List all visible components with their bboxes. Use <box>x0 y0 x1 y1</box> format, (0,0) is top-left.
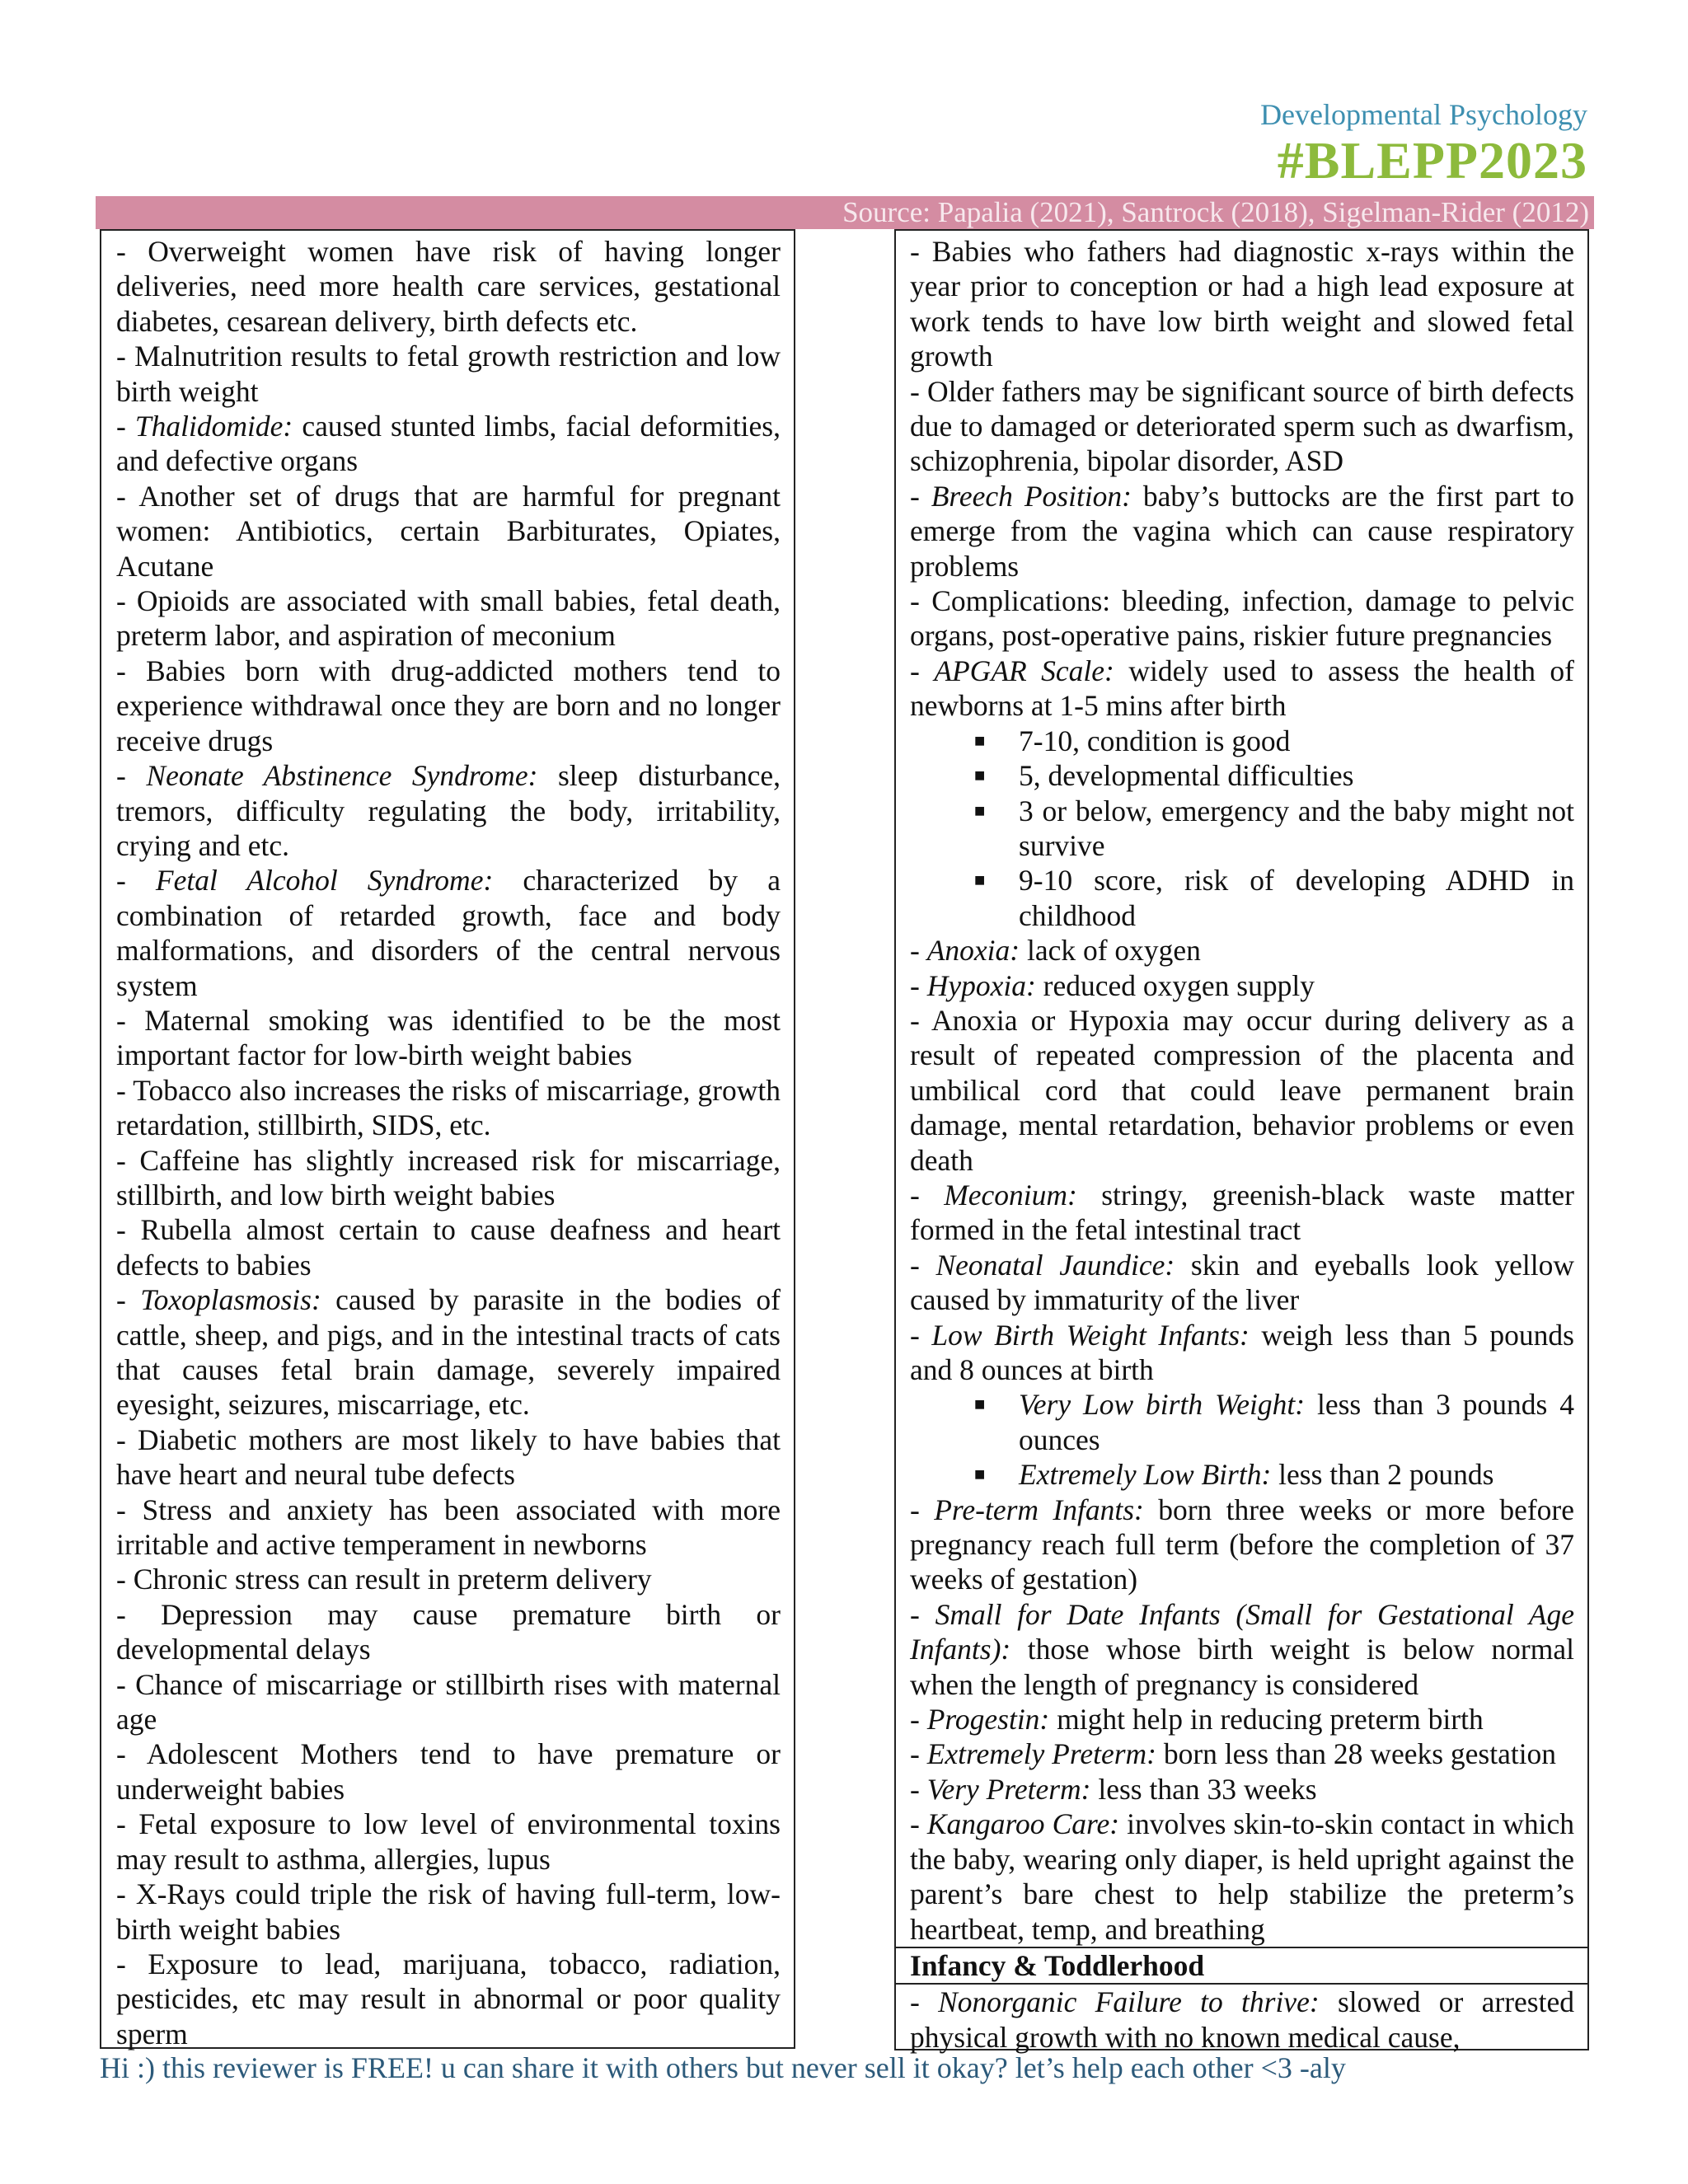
note-text: 7-10, condition is good <box>1019 724 1291 757</box>
term-label: Very Preterm: <box>926 1772 1091 1806</box>
note-paragraph <box>116 583 781 654</box>
bullet-item <box>974 863 1574 933</box>
note-text: - Depression may cause premature birth or developmental delays <box>116 1597 781 1666</box>
source-bar: Source: Papalia (2021), Santrock (2018), Sigelman-Rider (2012) <box>96 196 1594 229</box>
bullet-text <box>1019 1387 1574 1457</box>
note-text: - Opioids are associated with small babies, fetal death, preterm labor, and aspiration of meconium <box>116 584 781 653</box>
note-text: - <box>910 934 927 968</box>
bullet-text <box>1019 724 1574 758</box>
term-label: Kangaroo Care: <box>926 1807 1120 1841</box>
note-text: - <box>910 1772 927 1806</box>
bullet-item <box>974 1387 1574 1457</box>
note-text: - <box>910 1597 935 1631</box>
term-label: Small for Date Infants (Small for Gestational Age Infants): <box>910 1597 1574 1666</box>
note-paragraph <box>910 583 1574 654</box>
note-paragraph <box>116 409 781 479</box>
note-paragraph <box>910 479 1574 583</box>
left-column <box>100 229 795 2049</box>
note-paragraph <box>910 1318 1574 1388</box>
term-label: Neonatal Jaundice: <box>935 1248 1175 1282</box>
note-text: - <box>910 479 931 513</box>
note-paragraph <box>116 1422 781 1493</box>
bullet-item <box>974 758 1574 793</box>
note-text: - Rubella almost certain to cause deafness and heart defects to babies <box>116 1213 781 1282</box>
note-paragraph <box>910 1772 1574 1807</box>
note-paragraph <box>116 479 781 583</box>
note-text: - <box>116 410 135 443</box>
note-paragraph <box>116 1143 781 1213</box>
note-text: - <box>910 1703 927 1736</box>
note-paragraph <box>910 654 1574 724</box>
note-paragraph <box>910 1985 1574 2055</box>
note-text: 3 or below, emergency and the baby might not survive <box>1019 794 1574 862</box>
note-definition: lack of oxygen <box>1020 934 1201 968</box>
square-bullet-icon: ■ <box>974 799 986 821</box>
note-text: - Stress and anxiety has been associated with more irritable and active temperament in newborns <box>116 1493 781 1562</box>
note-definition: widely used to assess the health of newborns at 1-5 mins after birth <box>910 654 1575 723</box>
note-paragraph <box>116 1212 781 1282</box>
term-label: Thalidomide: <box>134 410 293 443</box>
subject-title: Developmental Psychology <box>1260 98 1587 131</box>
note-paragraph <box>910 968 1574 1003</box>
note-text: - Chronic stress can result in preterm delivery <box>116 1563 652 1596</box>
note-definition: might help in reducing preterm birth <box>1049 1703 1484 1736</box>
bullet-text <box>1019 1457 1574 1492</box>
note-text: - X-Rays could triple the risk of having full-term, low-birth weight babies <box>116 1877 781 1946</box>
term-label: Pre-term Infants: <box>934 1493 1144 1526</box>
term-label: Neonate Abstinence Syndrome: <box>146 759 538 793</box>
note-paragraph <box>116 1282 781 1422</box>
note-paragraph <box>116 758 781 863</box>
note-text: - <box>910 1985 939 2019</box>
note-text: - <box>910 1318 932 1352</box>
term-label: Very Low birth Weight: <box>1019 1388 1306 1422</box>
term-label: Anoxia: <box>926 934 1020 968</box>
note-text: - <box>910 1737 927 1771</box>
note-definition: baby’s buttocks are the first part to emerge from the vagina which can cause respiratory problems <box>910 479 1574 583</box>
note-text: - <box>116 864 156 898</box>
note-text: - <box>910 654 935 687</box>
square-bullet-icon: ■ <box>974 1394 986 1415</box>
note-text: - Overweight women have risk of having longer deliveries, need more health care services, gestational diabetes, cesarean delivery, birth defects etc. <box>116 235 781 338</box>
note-text: - Malnutrition results to fetal growth restriction and low birth weight <box>116 340 781 408</box>
square-bullet-icon: ■ <box>974 729 986 751</box>
note-text: - Tobacco also increases the risks of miscarriage, growth retardation, stillbirth, SIDS, etc. <box>116 1073 781 1142</box>
term-label: Low Birth Weight Infants: <box>931 1318 1250 1352</box>
note-definition: born three weeks or more before pregnancy reach full term (before the completion of 37 weeks of gestation) <box>910 1493 1574 1596</box>
note-paragraph <box>910 1178 1574 1248</box>
note-paragraph <box>116 1562 781 1596</box>
note-paragraph <box>116 1073 781 1143</box>
note-paragraph <box>116 863 781 1003</box>
note-text: - Chance of miscarriage or stillbirth rises with maternal age <box>116 1667 781 1736</box>
note-paragraph <box>910 1493 1574 1597</box>
right-column <box>894 229 1589 2054</box>
note-definition: characterized by a combination of retarded growth, face and body malformations, and disorders of the central nervous system <box>116 864 781 1002</box>
square-bullet-icon: ■ <box>974 1464 986 1485</box>
note-text: - Complications: bleeding, infection, damage to pelvic organs, post-operative pains, riskier future pregnancies <box>910 584 1574 653</box>
note-paragraph <box>116 1947 781 2051</box>
note-text: - Babies who fathers had diagnostic x-rays within the year prior to conception or had a high lead exposure at work tends to have low birth weight and slowed fetal growth <box>910 235 1574 373</box>
note-paragraph <box>910 234 1574 374</box>
term-label: Hypoxia: <box>926 968 1036 1002</box>
note-text: - Caffeine has slightly increased risk for miscarriage, stillbirth, and low birth weight babies <box>116 1143 781 1212</box>
note-paragraph <box>910 1597 1574 1702</box>
note-paragraph <box>116 654 781 758</box>
note-text: - <box>910 1807 927 1841</box>
footer-note: Hi :) this reviewer is FREE! u can share it with others but never sell it okay? let’s help each other <3 -aly <box>100 2051 1346 2084</box>
note-text: 9-10 score, risk of developing ADHD in childhood <box>1019 864 1574 932</box>
bullet-item <box>974 724 1574 758</box>
note-paragraph <box>116 1493 781 1563</box>
term-label: Toxoplasmosis: <box>140 1283 321 1317</box>
note-definition: less than 33 weeks <box>1090 1772 1317 1806</box>
note-text: - Maternal smoking was identified to be the most important factor for low-birth weight babies <box>116 1003 781 1072</box>
note-paragraph <box>910 1003 1574 1178</box>
note-paragraph <box>910 1248 1574 1318</box>
note-text: - <box>116 759 147 793</box>
note-text: - <box>910 1493 935 1526</box>
term-label: Fetal Alcohol Syndrome: <box>155 864 494 898</box>
note-definition: less than 3 pounds 4 ounces <box>1019 1388 1574 1456</box>
note-text: - Diabetic mothers are most likely to have babies that have heart and neural tube defects <box>116 1422 781 1492</box>
note-paragraph <box>116 1003 781 1073</box>
section-heading: Infancy & Toddlerhood <box>910 1948 1205 1982</box>
bullet-text <box>1019 794 1574 864</box>
note-paragraph <box>116 1736 781 1807</box>
note-text: - Fetal exposure to low level of environmental toxins may result to asthma, allergies, lupus <box>116 1807 781 1876</box>
term-label: APGAR Scale: <box>934 654 1114 687</box>
note-definition: born less than 28 weeks gestation <box>1156 1737 1557 1771</box>
note-text: - <box>910 968 927 1002</box>
note-text: - <box>910 1248 936 1282</box>
note-definition: sleep disturbance, tremors, difficulty regulating the body, irritability, crying and etc. <box>116 759 781 862</box>
note-definition: weigh less than 5 pounds and 8 ounces at birth <box>910 1318 1574 1386</box>
note-text: 5, developmental difficulties <box>1019 759 1354 793</box>
note-definition: caused by parasite in the bodies of cattle, sheep, and pigs, and in the intestinal tracts of cats that causes fetal brain damage, severely impaired eyesight, seizures, miscarriage, etc. <box>116 1283 781 1422</box>
note-text: - <box>116 1283 141 1317</box>
note-definition: slowed or arrested physical growth with no known medical cause, <box>910 1985 1574 2054</box>
note-paragraph <box>910 933 1574 968</box>
note-text: - Anoxia or Hypoxia may occur during delivery as a result of repeated compression of the placenta and umbilical cord that could leave permanent brain damage, mental retardation, behavior problems or even death <box>910 1003 1574 1177</box>
note-text: - Adolescent Mothers tend to have premature or underweight babies <box>116 1737 781 1806</box>
note-definition: skin and eyeballs look yellow caused by immaturity of the liver <box>910 1248 1575 1317</box>
note-paragraph <box>910 374 1574 479</box>
note-definition: stringy, greenish-black waste matter formed in the fetal intestinal tract <box>910 1178 1574 1247</box>
term-label: Extremely Preterm: <box>926 1737 1156 1771</box>
note-text: - <box>910 1178 945 1212</box>
square-bullet-icon: ■ <box>974 765 986 786</box>
note-text: - Babies born with drug-addicted mothers tend to experience withdrawal once they are born and no longer receive drugs <box>116 654 781 757</box>
note-paragraph <box>116 234 781 339</box>
bullet-item <box>974 794 1574 864</box>
note-text: - Another set of drugs that are harmful for pregnant women: Antibiotics, certain Barbiturates, Opiates, Acutane <box>116 479 781 583</box>
note-paragraph <box>116 1597 781 1667</box>
note-paragraph <box>116 339 781 409</box>
note-text: - Exposure to lead, marijuana, tobacco, radiation, pesticides, etc may result in abnormal or poor quality sperm <box>116 1947 781 2050</box>
note-definition: caused stunted limbs, facial deformities, and defective organs <box>116 410 781 478</box>
term-label: Progestin: <box>926 1703 1050 1736</box>
note-definition: reduced oxygen supply <box>1035 968 1315 1002</box>
bullet-text <box>1019 758 1574 793</box>
note-definition: those whose birth weight is below normal when the length of pregnancy is considered <box>910 1633 1574 1701</box>
note-definition: less than 2 pounds <box>1271 1458 1494 1492</box>
note-definition: involves skin-to-skin contact in which the baby, wearing only diaper, is held upright against the parent’s bare chest to help stabilize the preterm’s heartbeat, temp, and breathing <box>910 1807 1574 1946</box>
bullet-item <box>974 1457 1574 1492</box>
term-label: Nonorganic Failure to thrive: <box>938 1985 1320 2019</box>
note-paragraph <box>910 1736 1574 1771</box>
square-bullet-icon: ■ <box>974 869 986 891</box>
note-paragraph <box>910 1807 1574 1947</box>
note-paragraph <box>116 1877 781 1947</box>
hashtag-title: #BLEPP2023 <box>1277 131 1587 190</box>
term-label: Breech Position: <box>931 479 1132 513</box>
note-paragraph <box>116 1667 781 1737</box>
term-label: Extremely Low Birth: <box>1019 1458 1272 1492</box>
term-label: Meconium: <box>944 1178 1077 1212</box>
note-text: - Older fathers may be significant source of birth defects due to damaged or deteriorated sperm such as dwarfism, schizophrenia, bipolar disorder, ASD <box>910 374 1574 478</box>
note-paragraph <box>116 1807 781 1877</box>
bullet-text <box>1019 863 1574 933</box>
note-paragraph <box>910 1702 1574 1736</box>
